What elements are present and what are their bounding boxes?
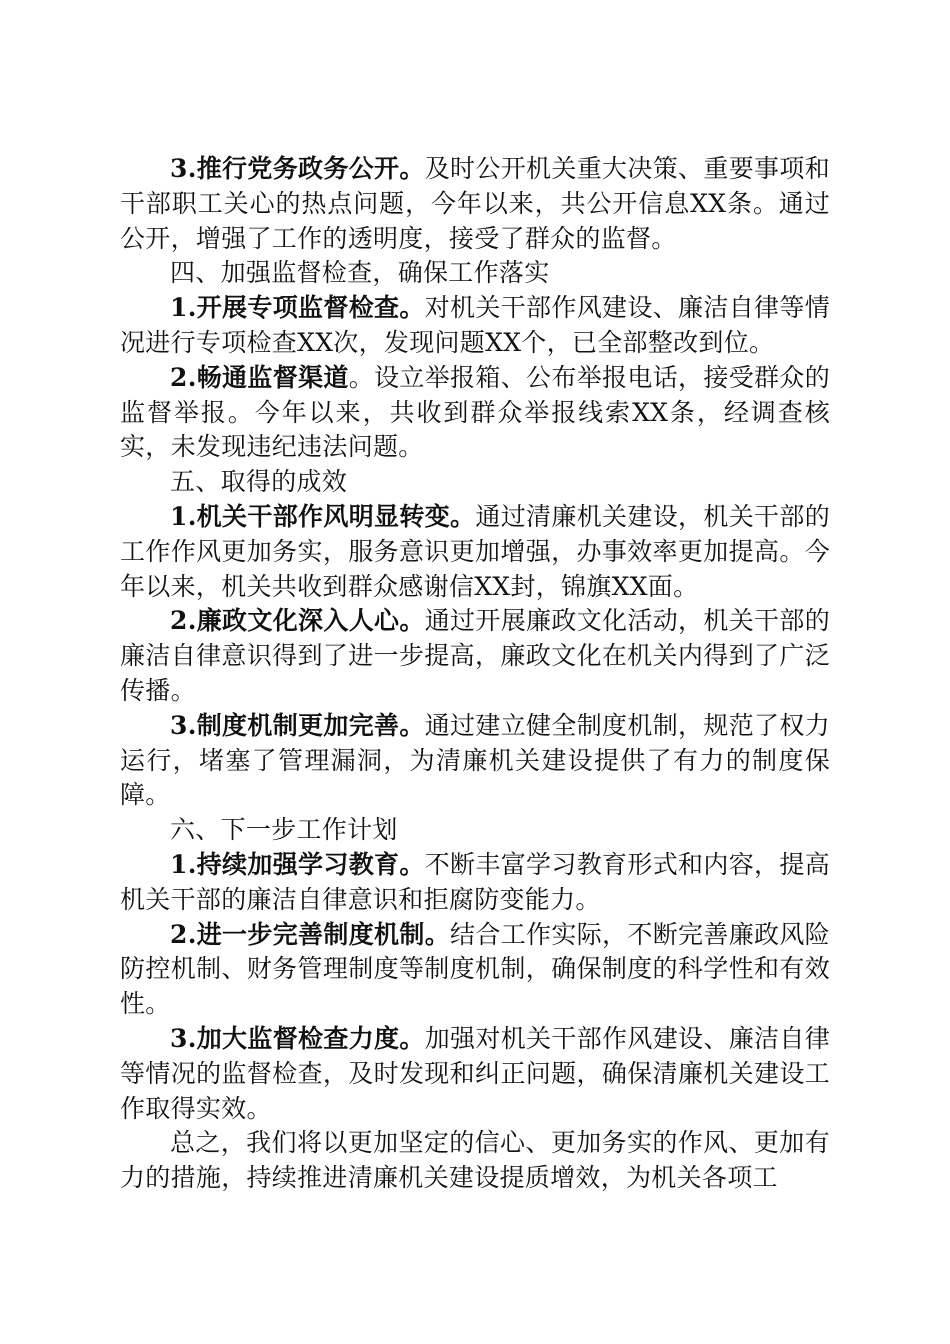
item-title: 1.开展专项监督检查。 bbox=[170, 293, 425, 323]
paragraph-item-education bbox=[120, 848, 830, 918]
item-title: 1.机关干部作风明显转变。 bbox=[170, 501, 476, 531]
item-title: 2.进一步完善制度机制。 bbox=[170, 919, 451, 949]
item-body: 通过开展廉政文化活动，机关干部的廉洁自律意识得到了进一步提高，廉政文化在机关内得到了广泛传播。 bbox=[120, 606, 830, 705]
paragraph-item-culture bbox=[120, 604, 830, 708]
paragraph-item-mechanism bbox=[120, 709, 830, 813]
item-title: 2.畅通监督渠道 bbox=[170, 362, 349, 392]
item-title: 2.廉政文化深入人心。 bbox=[170, 606, 425, 636]
item-title: 3.推行党务政务公开。 bbox=[170, 154, 425, 183]
item-body: 及时公开机关重大决策、重要事项和干部职工关心的热点问题，今年以来，共公开信息XX条。通过公开，增强了工作的透明度，接受了群众的监督。 bbox=[120, 154, 830, 253]
paragraph-conclusion: 总之，我们将以更加坚定的信心、更加务实的作风、更加有力的措施，持续推进清廉机关建设提质增效，为机关各项工 bbox=[120, 1128, 830, 1193]
paragraph-item-channels bbox=[120, 361, 830, 465]
section-heading-next-plan: 六、下一步工作计划 bbox=[170, 815, 398, 845]
item-body: 结合工作实际，不断完善廉政风险防控机制、财务管理制度等制度机制，确保制度的科学性和有效性。 bbox=[120, 919, 830, 1019]
item-body: 通过建立健全制度机制，规范了权力运行，堵塞了管理漏洞，为清廉机关建设提供了有力的制度保障。 bbox=[120, 710, 830, 810]
paragraph-item-institution bbox=[120, 918, 830, 1022]
item-title: 3.加大监督检查力度。 bbox=[170, 1023, 425, 1053]
item-title: 3.制度机制更加完善。 bbox=[170, 710, 425, 740]
item-body: 不断丰富学习教育形式和内容，提高机关干部的廉洁自律意识和拒腐防变能力。 bbox=[120, 849, 830, 914]
paragraph-item-special-inspection bbox=[120, 291, 830, 361]
section-heading-supervision: 四、加强监督检查，确保工作落实 bbox=[170, 258, 550, 288]
item-body: 加强对机关干部作风建设、廉洁自律等情况的监督检查，及时发现和纠正问题，确保清廉机关建设工作取得实效。 bbox=[120, 1023, 830, 1123]
section-heading-results: 五、取得的成效 bbox=[170, 467, 348, 497]
paragraph-item-publicity bbox=[120, 152, 830, 256]
item-title: 1.持续加强学习教育。 bbox=[170, 849, 425, 879]
item-body: 对机关干部作风建设、廉洁自律等情况进行专项检查XX次，发现问题XX个，已全部整改到位。 bbox=[120, 293, 830, 357]
item-body: 。设立举报箱、公布举报电话，接受群众的监督举报。今年以来，共收到群众举报线索XX条，经调查核实，未发现违纪违法问题。 bbox=[120, 362, 831, 462]
paragraph-item-work-style bbox=[120, 500, 830, 604]
item-body: 通过清廉机关建设，机关干部的工作作风更加务实，服务意识更加增强，办事效率更加提高。今年以来，机关共收到群众感谢信XX封，锦旗XX面。 bbox=[120, 501, 831, 601]
paragraph-item-oversight bbox=[120, 1022, 830, 1126]
